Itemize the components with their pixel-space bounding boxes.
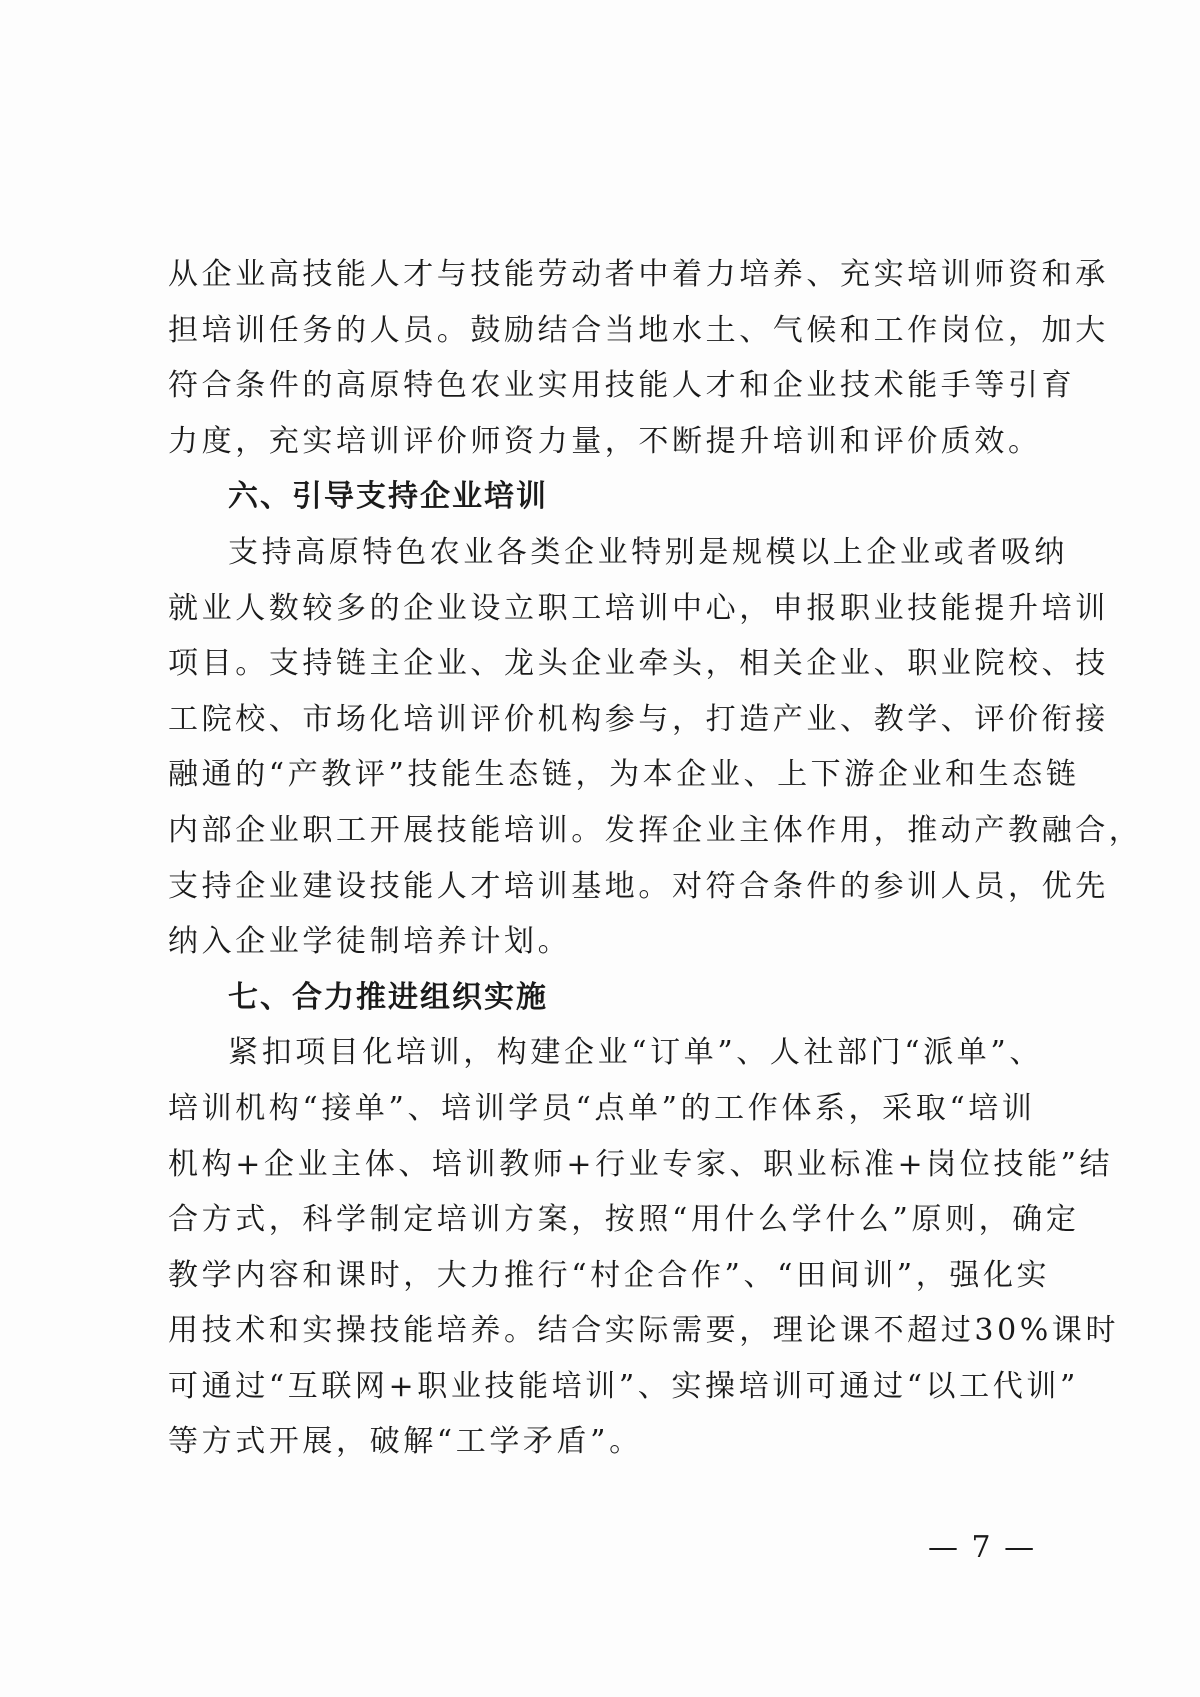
paragraph-line: 力度，充实培训评价师资力量，不断提升培训和评价质效。 — [168, 423, 1042, 459]
paragraph-line: 工院校、市场化培训评价机构参与，打造产业、教学、评价衔接 — [168, 701, 1109, 737]
paragraph-line: 内部企业职工开展技能培训。发挥企业主体作用，推动产教融合， — [168, 812, 1143, 848]
paragraph-line: 就业人数较多的企业设立职工培训中心，申报职业技能提升培训 — [168, 590, 1109, 626]
paragraph-line: 机构+企业主体、培训教师+行业专家、职业标准+岗位技能”结 — [168, 1146, 1114, 1182]
paragraph-line: 符合条件的高原特色农业实用技能人才和企业技术能手等引育 — [168, 368, 1076, 404]
paragraph-line: 合方式，科学制定培训方案，按照“用什么学什么”原则，确定 — [168, 1202, 1080, 1238]
paragraph-line: 教学内容和课时，大力推行“村企合作”、“田间训”，强化实 — [168, 1257, 1051, 1293]
paragraph-line: 从企业高技能人才与技能劳动者中着力培养、充实培训师资和承 — [168, 257, 1109, 292]
page-number: — 7 — — [928, 1530, 1037, 1565]
paragraph-line: 纳入企业学徒制培养计划。 — [168, 924, 572, 960]
paragraph-line: 融通的“产教评”技能生态链，为本企业、上下游企业和生态链 — [168, 757, 1080, 793]
paragraph-line: 用技术和实操技能培养。结合实际需要，理论课不超过30%课时 — [168, 1313, 1120, 1349]
paragraph-line: 支持高原特色农业各类企业特别是规模以上企业或者吸纳 — [228, 534, 1068, 570]
paragraph-line: 项目。支持链主企业、龙头企业牵头，相关企业、职业院校、技 — [168, 646, 1109, 682]
section-heading-7: 七、合力推进组织实施 — [228, 979, 548, 1015]
paragraph-line: 等方式开展，破解“工学矛盾”。 — [168, 1424, 643, 1460]
paragraph-line: 支持企业建设技能人才培训基地。对符合条件的参训人员，优先 — [168, 868, 1109, 904]
body-text — [168, 247, 1143, 1470]
section-heading-6: 六、引导支持企业培训 — [228, 479, 548, 515]
paragraph-line: 培训机构“接单”、培训学员“点单”的工作体系，采取“培训 — [168, 1090, 1036, 1126]
paragraph-line: 担培训任务的人员。鼓励结合当地水土、气候和工作岗位，加大 — [168, 312, 1109, 348]
paragraph-line: 紧扣项目化培训，构建企业“订单”、人社部门“派单”、 — [228, 1035, 1043, 1071]
paragraph-line: 可通过“互联网+职业技能培训”、实操培训可通过“以工代训” — [168, 1368, 1079, 1404]
